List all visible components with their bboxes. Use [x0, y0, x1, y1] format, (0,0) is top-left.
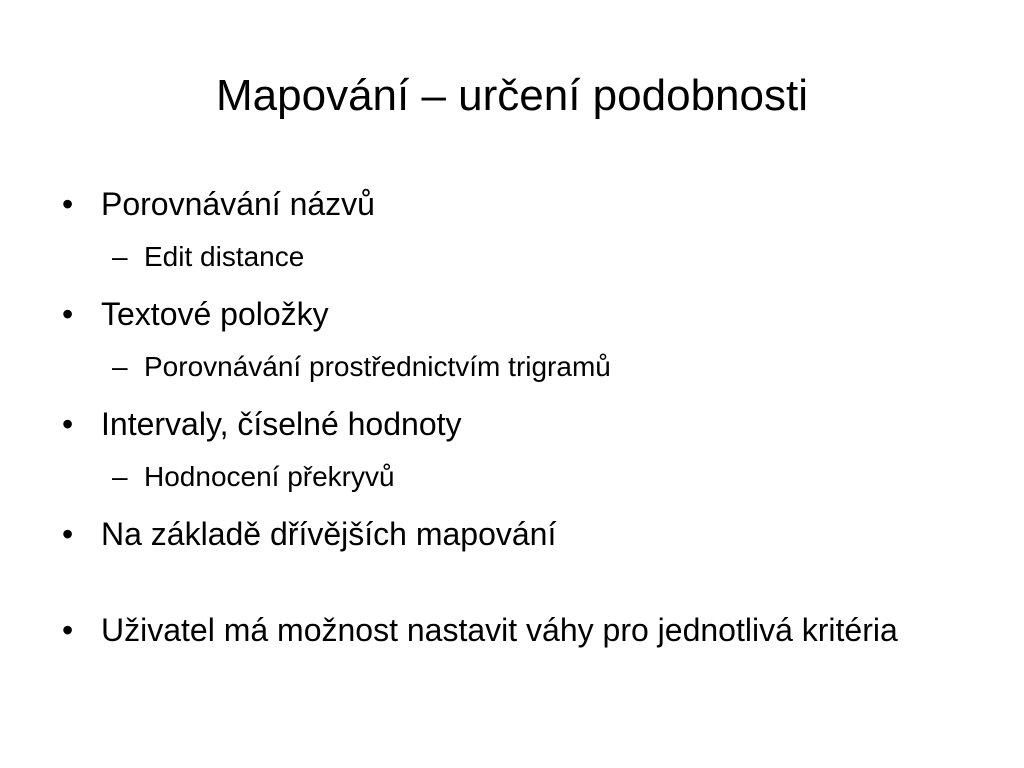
bullet-text: Uživatel má možnost nastavit váhy pro jednotlivá kritéria — [101, 612, 898, 648]
sub-bullet-item — [58, 346, 968, 388]
bullet-icon: • — [62, 516, 74, 552]
bullet-item — [58, 400, 968, 448]
sub-bullet-text: Edit distance — [144, 241, 305, 272]
bullet-icon: • — [62, 406, 74, 442]
bullet-item — [58, 180, 968, 228]
bullet-item — [58, 290, 968, 338]
sub-bullet-item — [58, 456, 968, 498]
bullet-text: Porovnávání názvů — [101, 186, 375, 222]
bullet-text: Textové položky — [101, 296, 329, 332]
slide-content — [58, 180, 968, 654]
dash-icon: – — [112, 461, 128, 492]
sub-bullet-text: Porovnávání prostřednictvím trigramů — [144, 351, 611, 382]
bullet-text: Na základě dřívějších mapování — [101, 516, 557, 552]
dash-icon: – — [112, 351, 128, 382]
sub-bullet-text: Hodnocení překryvů — [144, 461, 395, 492]
bullet-item — [58, 510, 968, 558]
blank-line — [58, 558, 968, 606]
sub-bullet-item — [58, 236, 968, 278]
bullet-icon: • — [62, 296, 74, 332]
slide-title: Mapování – určení podobnosti — [216, 71, 808, 120]
bullet-icon: • — [62, 612, 74, 648]
dash-icon: – — [112, 241, 128, 272]
bullet-icon: • — [62, 186, 74, 222]
bullet-item — [58, 606, 968, 654]
bullet-text: Intervaly, číselné hodnoty — [101, 406, 462, 442]
